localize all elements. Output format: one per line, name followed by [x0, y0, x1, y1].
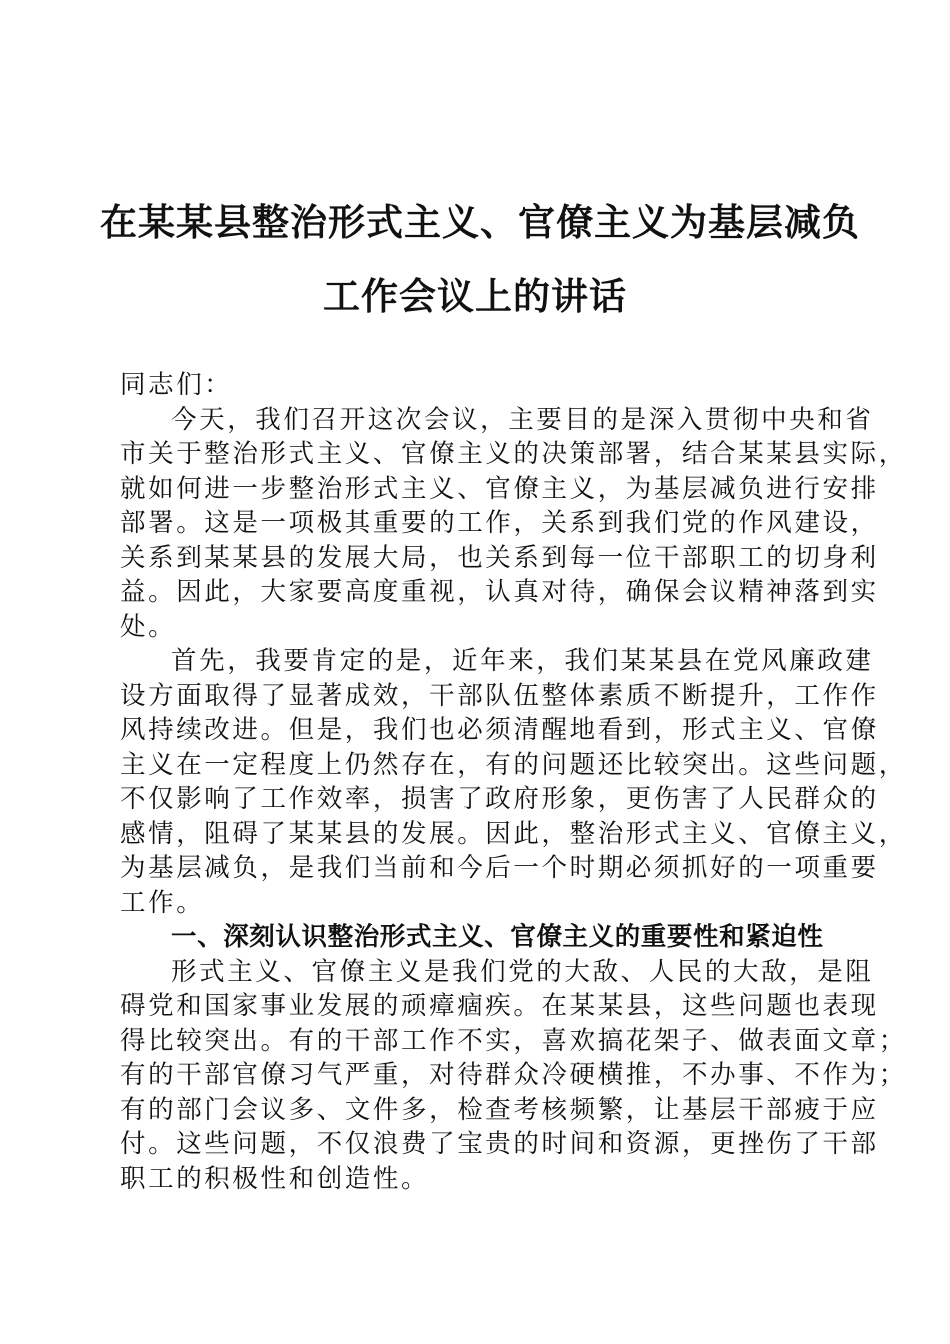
document-title-line-1: 在某某县整治形式主义、官僚主义为基层减负: [100, 200, 860, 244]
paragraph-line: 为基层减负，是我们当前和今后一个时期必须抓好的一项重要: [120, 853, 879, 883]
paragraph-line: 关系到某某县的发展大局，也关系到每一位干部职工的切身利: [120, 542, 879, 573]
paragraph-line: 部署。这是一项极其重要的工作，关系到我们党的作风建设，: [120, 508, 879, 538]
paragraph-line: 有的部门会议多、文件多，检查考核频繁，让基层干部疲于应: [120, 1094, 879, 1125]
paragraph-line: 付。这些问题，不仅浪费了宝贵的时间和资源，更挫伤了干部: [120, 1129, 879, 1159]
document-title-line-2: 工作会议上的讲话: [323, 274, 627, 318]
paragraph-3: [120, 955, 907, 1197]
paragraph-line: 益。因此，大家要高度重视，认真对待，确保会议精神落到实: [120, 577, 879, 607]
paragraph-line: 处。: [120, 611, 177, 642]
paragraph-line: 今天，我们召开这次会议，主要目的是深入贯彻中央和省: [171, 404, 874, 435]
paragraph-line: 职工的积极性和创造性。: [120, 1163, 430, 1194]
paragraph-line: 得比较突出。有的干部工作不实，喜欢搞花架子、做表面文章；: [120, 1025, 907, 1056]
paragraph-line: 有的干部官僚习气严重，对待群众冷硬横推，不办事、不作为；: [120, 1060, 907, 1090]
salutation: 同志们：: [120, 370, 233, 400]
paragraph-line: 首先，我要肯定的是，近年来，我们某某县在党风廉政建: [171, 646, 874, 676]
paragraph-1: [120, 403, 907, 645]
paragraph-line: 市关于整治形式主义、官僚主义的决策部署，结合某某县实际，: [120, 439, 907, 469]
paragraph-line: 不仅影响了工作效率，损害了政府形象，更伤害了人民群众的: [120, 784, 879, 814]
section-1-heading: 一、深刻认识整治形式主义、官僚主义的重要性和紧迫性: [171, 922, 824, 952]
document-body: [120, 368, 907, 1196]
paragraph-line: 形式主义、官僚主义是我们党的大敌、人民的大敌，是阻: [171, 956, 874, 987]
paragraph-line: 风持续改进。但是，我们也必须清醒地看到，形式主义、官僚: [120, 715, 879, 745]
paragraph-line: 碍党和国家事业发展的顽瘴痼疾。在某某县，这些问题也表现: [120, 991, 879, 1021]
paragraph-line: 就如何进一步整治形式主义、官僚主义，为基层减负进行安排: [120, 473, 879, 504]
paragraph-2: [120, 644, 907, 920]
paragraph-line: 工作。: [120, 887, 205, 918]
paragraph-line: 感情，阻碍了某某县的发展。因此，整治形式主义、官僚主义，: [120, 818, 907, 849]
paragraph-line: 设方面取得了显著成效，干部队伍整体素质不断提升，工作作: [120, 680, 879, 711]
paragraph-line: 主义在一定程度上仍然存在，有的问题还比较突出。这些问题，: [120, 749, 907, 780]
